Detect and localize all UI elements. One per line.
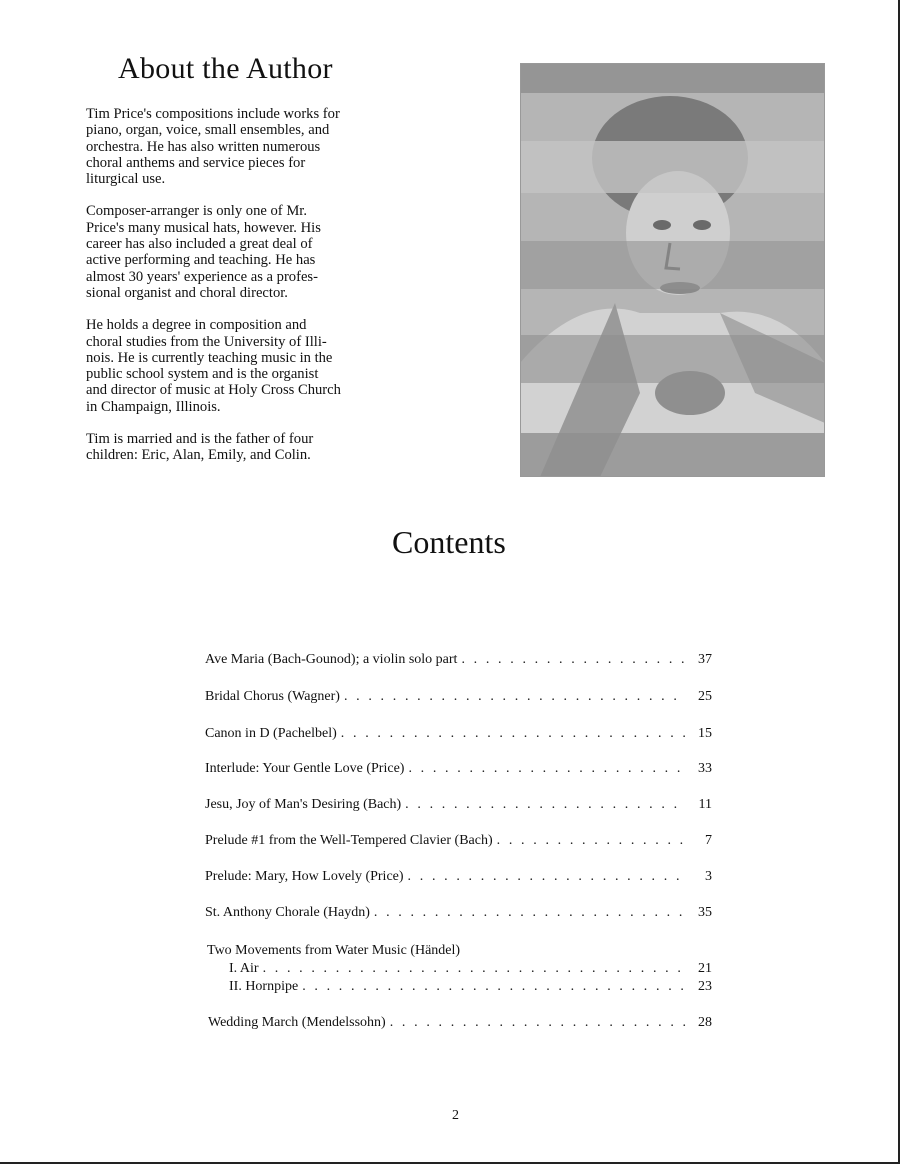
toc-entry-page: 7 (705, 833, 712, 848)
toc-leader-dots (344, 689, 686, 705)
text-line: piano, organ, voice, small ensembles, and (86, 122, 330, 139)
toc-entry (205, 761, 712, 781)
about-paragraph-3 (86, 317, 426, 415)
toc-entry (205, 869, 712, 889)
toc-entry (208, 1015, 712, 1035)
toc-entry-page: 33 (698, 761, 712, 776)
toc-entry-page: 25 (698, 689, 712, 704)
toc-entry (205, 905, 712, 925)
text-line: children: Eric, Alan, Emily, and Colin. (86, 447, 311, 464)
text-line: orchestra. He has also written numerous (86, 138, 321, 155)
toc-entry-title: Ave Maria (Bach-Gounod); a violin solo part (205, 652, 458, 667)
text-line: Price's many musical hats, however. His (86, 219, 321, 236)
toc-entry-title: Prelude: Mary, How Lovely (Price) (205, 869, 404, 884)
toc-leader-dots (263, 961, 686, 977)
toc-entry-title: Wedding March (Mendelssohn) (208, 1015, 386, 1030)
toc-entry-page: 28 (698, 1015, 712, 1030)
toc-leader-dots (341, 726, 686, 742)
text-line: He holds a degree in composition and (86, 317, 307, 334)
toc-entry-page: 11 (698, 797, 712, 812)
toc-entry-title: Canon in D (Pachelbel) (205, 726, 337, 741)
toc-entry (205, 689, 712, 709)
toc-entry-title: Jesu, Joy of Man's Desiring (Bach) (205, 797, 402, 812)
toc-entry-title: Prelude #1 from the Well-Tempered Clavier (Bach) (205, 833, 493, 848)
about-paragraph-2 (86, 203, 426, 301)
toc-entry-title: Bridal Chorus (Wagner) (205, 689, 340, 704)
toc-leader-dots (497, 833, 686, 849)
toc-sub-entry (229, 961, 712, 981)
author-portrait-photo (520, 63, 825, 477)
toc-entry (205, 833, 712, 853)
toc-entry (205, 726, 712, 746)
toc-leader-dots (405, 797, 686, 813)
about-paragraph-1 (86, 106, 426, 187)
about-paragraph-4 (86, 431, 426, 464)
text-line: and director of music at Holy Cross Church (86, 382, 341, 399)
toc-entry (205, 652, 712, 672)
toc-entry-page: 15 (698, 726, 712, 741)
toc-entry-page: 35 (698, 905, 712, 920)
text-line: public school system and is the organist (86, 366, 319, 383)
contents-heading: Contents (392, 524, 506, 560)
toc-entry-title: I. Air (229, 961, 259, 976)
about-author-heading: About the Author (118, 52, 333, 85)
toc-leader-dots (302, 979, 686, 995)
text-line: in Champaign, Illinois. (86, 398, 221, 415)
toc-leader-dots (374, 905, 686, 921)
text-line: almost 30 years' experience as a profes- (86, 268, 318, 285)
text-line: active performing and teaching. He has (86, 252, 316, 269)
text-line: Tim is married and is the father of four (86, 431, 314, 448)
toc-entry-page: 23 (698, 979, 712, 994)
toc-entry (205, 797, 712, 817)
toc-entry-page: 37 (698, 652, 712, 667)
toc-entry-page: 21 (698, 961, 712, 976)
toc-leader-dots (461, 652, 686, 668)
text-line: career has also included a great deal of (86, 236, 313, 253)
text-line: nois. He is currently teaching music in the (86, 349, 333, 366)
text-line: sional organist and choral director. (86, 284, 288, 301)
text-line: Composer-arranger is only one of Mr. (86, 203, 307, 220)
about-author-body (86, 106, 426, 480)
toc-leader-dots (408, 869, 686, 885)
toc-entry-title: Interlude: Your Gentle Love (Price) (205, 761, 405, 776)
toc-leader-dots (408, 761, 686, 777)
text-line: liturgical use. (86, 171, 166, 188)
toc-entry-title: II. Hornpipe (229, 979, 299, 994)
page-number: 2 (452, 1108, 459, 1123)
text-line: choral anthems and service pieces for (86, 154, 306, 171)
portrait-illustration (520, 63, 825, 477)
toc-leader-dots (390, 1015, 686, 1031)
text-line: Tim Price's compositions include works for (86, 106, 340, 122)
text-line: choral studies from the University of Illi- (86, 333, 327, 350)
toc-sub-entry (229, 979, 712, 999)
toc-entry-title: St. Anthony Chorale (Haydn) (205, 905, 370, 920)
toc-entry-page: 3 (705, 869, 712, 884)
toc-group-title: Two Movements from Water Music (Händel) (207, 943, 461, 958)
